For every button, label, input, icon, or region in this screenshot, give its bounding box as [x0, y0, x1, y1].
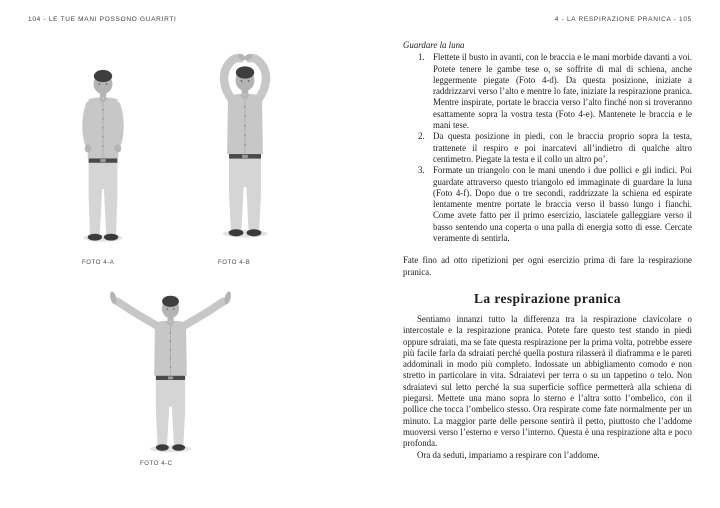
- figure-hair: [162, 296, 179, 307]
- list-item-text: Flettete il busto in avanti, con le braccia e le mani morbide davanti a voi. Potete tenere le gambe tese o, se soffrite di mal di schiena, anche leggermente piegate (Foto 4-d). Da questa posizione, iniziate a raddrizzarvi verso l’alto e mentre lo fate, iniziate la respirazione pranica. Mentre inspirate, portate le braccia verso l’alto finché non si troveranno esattamente sopra la vostra testa (Foto 4-e). Mantenete le braccia e le mani tese.: [433, 52, 692, 131]
- running-head-right: 4 - LA RESPIRAZIONE PRANICA - 105: [554, 16, 692, 23]
- photo-4b-caption: FOTO 4-B: [218, 260, 251, 266]
- figure-left-arm: [86, 105, 89, 143]
- photo-4c-caption: FOTO 4-C: [140, 461, 173, 467]
- figure-right-shoe: [247, 229, 262, 236]
- figure-right-arm: [117, 105, 120, 143]
- list-item: [403, 165, 692, 244]
- figure-right-arm: [183, 301, 224, 326]
- list-item-text: Formate un triangolo con le mani unendo i due pollici e gli indici. Poi guardate attraverso questo triangolo ed immaginate di guardare la luna (Foto 4-f). Dopo due o tre secondi, raddrizzate la schiena ed espirate lentamente mentre portate le braccia verso il basso lungo i fianchi. Come avete fatto per il primo esercizio, lasciatele galleggiare verso il basso sentendo una coperta o una palla di energia sotto di esse. Cercate veramente di sentirla.: [433, 165, 692, 244]
- figure-right-hand: [114, 144, 121, 152]
- subsection-title: Guardare la luna: [403, 40, 465, 50]
- figure-hair: [94, 70, 112, 82]
- figure-pants: [229, 159, 261, 231]
- running-head-left: 104 - LE TUE MANI POSSONO GUARIRTI: [28, 16, 177, 23]
- figure-pants: [156, 380, 185, 445]
- figure-right-shoe: [104, 234, 118, 241]
- list-item: [403, 52, 692, 131]
- repetitions-note: Fate fino ad otto ripetizioni per ogni esercizio prima di fare la respirazione pranica.: [403, 255, 692, 277]
- figure-hair: [236, 66, 254, 78]
- list-item-number: 1.: [418, 52, 425, 63]
- list-item: [403, 131, 692, 165]
- photo-4a-caption: FOTO 4-A: [82, 260, 115, 266]
- figure-left-shoe: [229, 229, 244, 236]
- body-paragraph: Sentiamo innanzi tutto la differenza tra la respirazione clavicolare o intercostale e la respirazione pranica. Potete fare questo test stando in piedi oppure sdraiati, ma se fate questa respirazione per la prima volta, potrebbe essere più facile farla da sdraiati perché quella postura rilasserà il diaframma e le pareti addominali in modo più completo. Indossate un abbigliamento comodo e non stretto in particolare in vita. Sdraiatevi per terra o su un tappetino o telo. Non sdraiatevi sul letto perché la sua superficie soffice permetterà alla schiena di piegarsi. Mettete una mano sopra lo sterno e l’altra sotto l’ombelico, con il pollice che tocca l’ombelico stesso. Ora respirate come fate normalmente per un minuto. La maggior parte delle persone sentirà il petto, piuttosto che l’addome muoversi verso l’esterno e verso l’interno. Questa è una respirazione alta e poco profonda.: [403, 313, 692, 449]
- figure-right-shoe: [172, 444, 185, 451]
- man-arms-at-sides-figure: [76, 62, 130, 244]
- list-item-number: 3.: [418, 165, 425, 176]
- body-text-column: [403, 40, 692, 461]
- body-paragraph: Ora da seduti, impariamo a respirare con l’addome.: [417, 449, 600, 460]
- man-arms-overhead-figure: [212, 48, 278, 245]
- figure-pants: [89, 163, 118, 235]
- list-item-text: Da questa posizione in piedi, con le braccia proprio sopra la testa, trattenete il respiro e poi inarcatevi all’indietro di qualche altro centimetro. Piegate la testa e il collo un altro po’.: [433, 131, 692, 164]
- photo-4a: [76, 62, 130, 249]
- list-item-number: 2.: [418, 131, 425, 142]
- photo-4b: [212, 48, 278, 250]
- figure-left-shoe: [88, 234, 102, 241]
- photo-4c: [98, 288, 243, 465]
- figure-left-arm: [117, 301, 158, 326]
- numbered-list: [403, 52, 692, 244]
- figure-left-shoe: [156, 444, 169, 451]
- man-arms-v-figure: [98, 288, 243, 460]
- figure-left-hand: [85, 144, 92, 152]
- section-heading: La respirazione pranica: [474, 290, 621, 306]
